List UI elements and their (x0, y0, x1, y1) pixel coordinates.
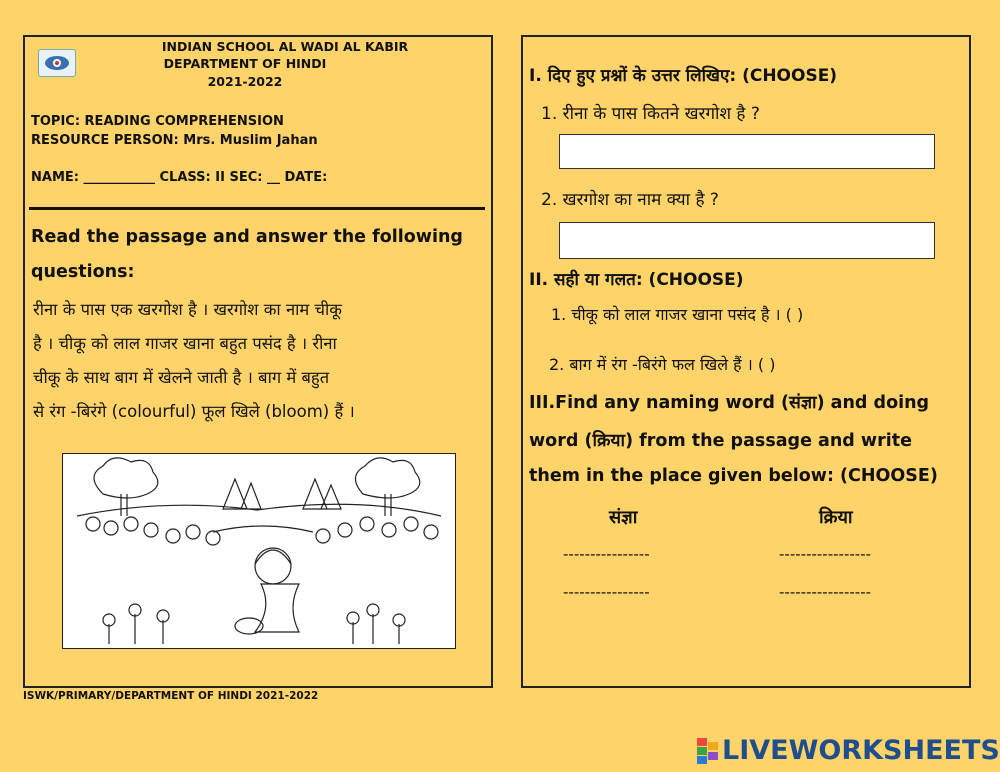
school-name: INDIAN SCHOOL AL WADI AL KABIR (161, 39, 409, 54)
statement-2[interactable]: 2. बाग में रंग -बिरंगे फल खिले हैं । ( ) (549, 355, 776, 374)
academic-year: 2021-2022 (207, 74, 283, 89)
statement-1[interactable]: 1. चीकू को लाल गाजर खाना पसंद है । ( ) (551, 305, 804, 324)
tree-left-icon (94, 458, 158, 516)
answer-2-input[interactable] (559, 222, 935, 259)
section-2-title: II. सही या गलत: (CHOOSE) (529, 270, 744, 290)
passage-line: चीकू के साथ बाग में खेलने जाती है । बाग में बहुत (33, 368, 330, 387)
noun-answer-1[interactable]: ---------------- (563, 545, 650, 563)
right-panel (521, 35, 971, 688)
verb-column-header: क्रिया (819, 507, 853, 528)
girl-icon (235, 548, 299, 634)
verb-answer-2[interactable]: ----------------- (779, 583, 872, 601)
section-3-line-1: III.Find any naming word (संज्ञा) and doing (529, 393, 930, 413)
header-divider (29, 207, 485, 210)
topic-line: TOPIC: READING COMPREHENSION (31, 114, 284, 129)
noun-answer-2[interactable]: ---------------- (563, 583, 650, 601)
left-panel (23, 35, 493, 688)
instruction-line-1: Read the passage and answer the following (31, 227, 463, 247)
passage-line: से रंग -बिरंगे (colourful) फूल खिले (bloom) हैं । (33, 402, 355, 421)
section-1-title: I. दिए हुए प्रश्नों के उत्तर लिखिए: (CHOOSE) (529, 66, 838, 86)
school-logo-icon (38, 49, 76, 77)
passage-line: रीना के पास एक खरगोश है । खरगोश का नाम चीकू (33, 300, 342, 319)
noun-column-header: संज्ञा (609, 507, 638, 528)
section-3-line-3: them in the place given below: (CHOOSE) (529, 466, 938, 486)
resource-person: RESOURCE PERSON: Mrs. Muslim Jahan (31, 133, 318, 148)
passage-line: है । चीकू को लाल गाजर खाना बहुत पसंद है । रीना (33, 334, 337, 353)
passage-text (33, 293, 481, 429)
question-2: 2. खरगोश का नाम क्या है ? (541, 190, 719, 210)
student-info-line: NAME: ___________ CLASS: II SEC: __ DATE: (31, 170, 328, 185)
answer-1-input[interactable] (559, 134, 935, 169)
question-1: 1. रीना के पास कितने खरगोश है ? (541, 104, 760, 124)
verb-answer-1[interactable]: ----------------- (779, 545, 872, 563)
instruction-line-2: questions: (31, 262, 135, 282)
liveworksheets-logo-icon (697, 738, 719, 764)
footer-text: ISWK/PRIMARY/DEPARTMENT OF HINDI 2021-2022 (23, 690, 319, 702)
garden-illustration (62, 453, 456, 649)
liveworksheets-brand[interactable]: LIVEWORKSHEETS (722, 735, 1000, 766)
section-3-line-2: word (क्रिया) from the passage and write (529, 431, 912, 451)
department-name: DEPARTMENT OF HINDI (163, 56, 327, 71)
